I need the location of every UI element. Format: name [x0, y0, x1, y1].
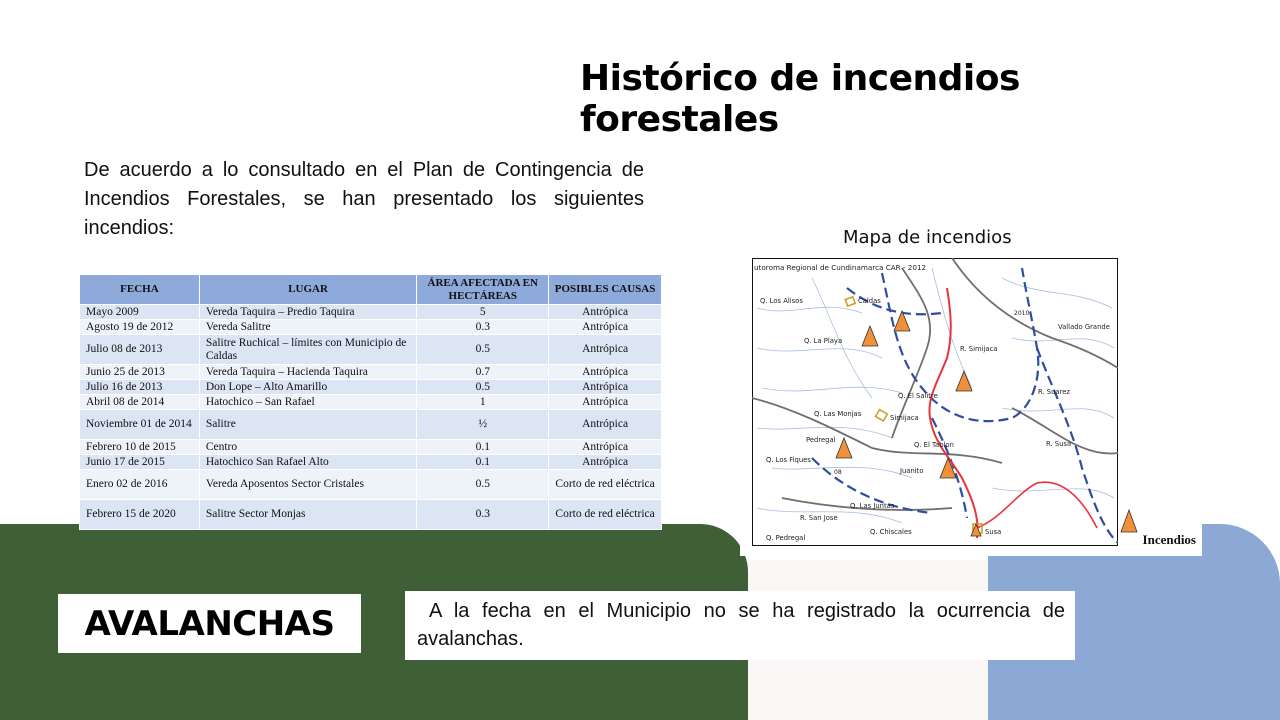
header-causas: POSIBLES CAUSAS — [549, 275, 662, 305]
table-row — [80, 395, 662, 410]
cell-lugar: Vereda Aposentos Sector Cristales — [199, 470, 417, 500]
table-row — [80, 500, 662, 530]
avalanchas-title-box — [58, 594, 361, 653]
cell-area: 0.5 — [417, 470, 549, 500]
cell-fecha: Abril 08 de 2014 — [80, 395, 200, 410]
map-label: Pedregal — [806, 436, 836, 444]
cell-causa: Antrópica — [549, 305, 662, 320]
table-row — [80, 335, 662, 365]
cell-lugar: Vereda Salitre — [199, 320, 417, 335]
cell-lugar: Salitre Ruchical – límites con Municipio de Caldas — [199, 335, 417, 365]
cell-area: 0.1 — [417, 455, 549, 470]
cell-fecha: Junio 25 de 2013 — [80, 365, 200, 380]
cell-fecha: Junio 17 de 2015 — [80, 455, 200, 470]
cell-lugar: Centro — [199, 440, 417, 455]
table-row — [80, 470, 662, 500]
map-label: Q. Las Monjas — [814, 410, 862, 418]
cell-lugar: Hatochico – San Rafael — [199, 395, 417, 410]
map-label: Q. La Playa — [804, 337, 843, 345]
cell-fecha: Julio 16 de 2013 — [80, 380, 200, 395]
cell-fecha: Febrero 15 de 2020 — [80, 500, 200, 530]
cell-fecha: Mayo 2009 — [80, 305, 200, 320]
map-label: Simijaca — [890, 414, 919, 422]
cell-causa: Corto de red eléctrica — [549, 470, 662, 500]
map-label: Vallado Grande — [1058, 323, 1110, 331]
table-row — [80, 410, 662, 440]
cell-area: 1 — [417, 395, 549, 410]
legend-fire-icon — [1120, 508, 1138, 534]
table-row — [80, 455, 662, 470]
cell-causa: Antrópica — [549, 380, 662, 395]
table-row — [80, 365, 662, 380]
map-label: Q. El Salitre — [898, 392, 938, 400]
cell-causa: Antrópica — [549, 365, 662, 380]
map-label: Juanito — [900, 467, 924, 475]
cell-area: 0.1 — [417, 440, 549, 455]
map-label: Q. Chiscales — [870, 528, 912, 536]
cell-lugar: Salitre — [199, 410, 417, 440]
map-image — [752, 258, 1118, 546]
header-area: ÁREA AFECTADA EN HECTÁREAS — [417, 275, 549, 305]
cell-area: 0.3 — [417, 320, 549, 335]
cell-causa: Antrópica — [549, 455, 662, 470]
cell-lugar: Hatochico San Rafael Alto — [199, 455, 417, 470]
cell-lugar: Vereda Taquira – Predio Taquira — [199, 305, 417, 320]
cell-fecha: Enero 02 de 2016 — [80, 470, 200, 500]
avalanchas-title: AVALANCHAS — [84, 603, 335, 644]
map-header-text: utoroma Regional de Cundinamarca CAR - 2012 — [754, 263, 927, 272]
cell-fecha: Julio 08 de 2013 — [80, 335, 200, 365]
table-row — [80, 440, 662, 455]
table-header-row — [80, 275, 662, 305]
cell-area: 5 — [417, 305, 549, 320]
cell-lugar: Vereda Taquira – Hacienda Taquira — [199, 365, 417, 380]
cell-fecha: Agosto 19 de 2012 — [80, 320, 200, 335]
cell-causa: Antrópica — [549, 395, 662, 410]
cell-area: 0.5 — [417, 335, 549, 365]
map-label: Q. El Tablon — [914, 441, 954, 449]
cell-causa: Antrópica — [549, 320, 662, 335]
cell-area: ½ — [417, 410, 549, 440]
map-label: Caldas — [858, 297, 881, 305]
fire-map — [740, 256, 1202, 556]
cell-causa: Antrópica — [549, 440, 662, 455]
fire-history-table — [79, 274, 662, 530]
cell-causa: Antrópica — [549, 410, 662, 440]
table-row — [80, 320, 662, 335]
map-legend-label: Incendios — [1142, 532, 1196, 547]
map-label: 2010 — [1014, 310, 1030, 317]
header-lugar: LUGAR — [199, 275, 417, 305]
cell-lugar: Don Lope – Alto Amarillo — [199, 380, 417, 395]
map-label: Q. Las Juntas — [850, 502, 895, 510]
cell-causa: Antrópica — [549, 335, 662, 365]
cell-fecha: Febrero 10 de 2015 — [80, 440, 200, 455]
table-row — [80, 305, 662, 320]
map-label: R. San Jose — [800, 514, 838, 522]
cell-fecha: Noviembre 01 de 2014 — [80, 410, 200, 440]
map-label: Q. Pedregal — [766, 534, 806, 542]
cell-area: 0.7 — [417, 365, 549, 380]
map-label: R. Simijaca — [960, 345, 998, 353]
cell-area: 0.5 — [417, 380, 549, 395]
page-title: Histórico de incendios forestales — [580, 58, 1020, 140]
map-label: Susa — [985, 528, 1002, 536]
map-label: R. Susa — [1046, 440, 1072, 448]
avalanchas-text: A la fecha en el Municipio no se ha registrado la ocurrencia de avalanchas. — [417, 600, 1065, 650]
map-label: 08 — [834, 469, 842, 476]
map-label: R. Suarez — [1038, 388, 1070, 396]
map-caption: Mapa de incendios — [843, 227, 1012, 248]
map-label: Q. Los Alisos — [760, 297, 803, 305]
cell-area: 0.3 — [417, 500, 549, 530]
cell-causa: Corto de red eléctrica — [549, 500, 662, 530]
map-label: Q. Los Fiques — [766, 456, 811, 464]
avalanchas-text-box — [405, 591, 1075, 660]
cell-lugar: Salitre Sector Monjas — [199, 500, 417, 530]
header-fecha: FECHA — [80, 275, 200, 305]
intro-paragraph: De acuerdo a lo consultado en el Plan de Contingencia de Incendios Forestales, se han presentado los siguientes incendios: — [84, 159, 644, 239]
table-row — [80, 380, 662, 395]
